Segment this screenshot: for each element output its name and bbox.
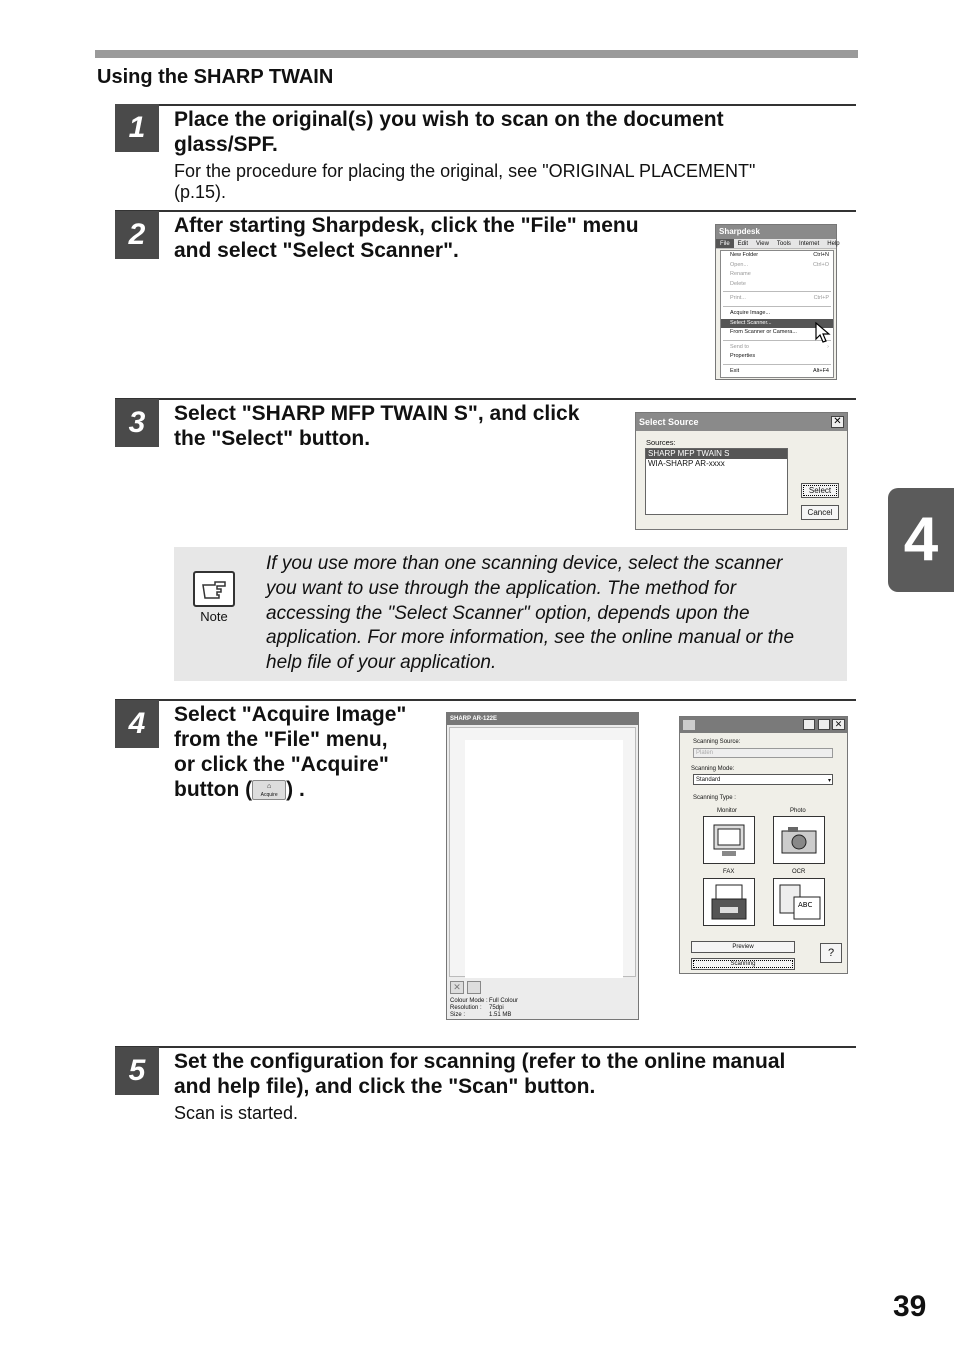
step-1-rule — [115, 104, 856, 106]
menu-separator — [723, 364, 831, 365]
minimize-icon[interactable] — [803, 719, 815, 730]
chevron-down-icon: ▾ — [827, 778, 831, 784]
step-1-heading: Place the original(s) you wish to scan on the document glass/SPF. — [174, 108, 724, 156]
close-icon[interactable]: ✕ — [831, 416, 844, 428]
ocr-scan-icon[interactable] — [773, 878, 825, 926]
select-source-dialog — [635, 412, 848, 530]
step-2-heading: After starting Sharpdesk, click the "File" menu and select "Select Scanner". — [174, 214, 639, 262]
scanning-mode-label: Scanning Mode: — [691, 766, 735, 772]
svg-text:ABC: ABC — [798, 901, 813, 909]
note-label: Note — [200, 609, 228, 624]
step-2-number: 2 — [115, 211, 159, 259]
twain-dialog — [679, 716, 848, 974]
file-menu-dropdown — [720, 250, 834, 378]
photo-scan-icon[interactable] — [773, 816, 825, 864]
step-5-number: 5 — [115, 1047, 159, 1095]
menu-item-from-scanner[interactable]: From Scanner or Camera... — [730, 329, 797, 336]
cancel-button[interactable]: Cancel — [801, 505, 839, 520]
preview-title: SHARP AR-122E — [447, 713, 638, 725]
type-monitor-label: Monitor — [717, 808, 738, 814]
scanning-source-label: Scanning Source: — [693, 739, 741, 745]
scanning-source-select[interactable]: Platen — [693, 748, 833, 758]
menu-tools[interactable]: Tools — [776, 241, 791, 247]
sharpdesk-menubar — [716, 239, 840, 249]
sources-list[interactable] — [645, 448, 788, 515]
maximize-icon[interactable] — [818, 719, 830, 730]
menu-separator — [723, 306, 831, 307]
step-3-rule — [115, 398, 856, 400]
type-photo-label: Photo — [790, 808, 806, 814]
step-4-rule — [115, 699, 856, 701]
menu-help[interactable]: Help — [827, 241, 840, 247]
type-ocr-label: OCR — [792, 869, 806, 875]
view-icon[interactable] — [467, 981, 481, 994]
step-1-body: For the procedure for placing the original, see "ORIGINAL PLACEMENT" (p.15). — [174, 161, 756, 202]
acquire-button-icon: ⌂ Acquire — [252, 780, 286, 800]
menu-view[interactable]: View — [756, 241, 769, 247]
menu-item-acquire-image[interactable]: Acquire Image... — [730, 309, 771, 316]
mouse-cursor-icon — [815, 322, 831, 344]
preview-button[interactable]: Preview — [691, 941, 795, 953]
zoom-icon[interactable]: ✕ — [450, 981, 464, 994]
sources-label: Sources: — [646, 438, 676, 447]
page-number: 39 — [893, 1290, 927, 1323]
fax-scan-icon[interactable] — [703, 878, 755, 926]
type-fax-label: FAX — [723, 869, 735, 875]
step-3-number: 3 — [115, 399, 159, 447]
step-1-number: 1 — [115, 104, 159, 152]
preview-area — [449, 727, 636, 977]
chapter-tab: 4 — [888, 488, 954, 592]
note-icon — [193, 571, 235, 607]
note-text: If you use more than one scanning device, select the scanner you want to use through the application. The method for accessing the "Select Scanner" option, depends upon the application. For more information, see the online manual or the help file of your application. — [266, 553, 795, 674]
preview-info-values: Full Colour 75dpi 1.51 MB — [489, 998, 519, 1018]
menu-item-exit[interactable]: Exit Alt+F4 — [730, 367, 829, 374]
section-title: Using the SHARP TWAIN — [97, 66, 334, 88]
help-button[interactable]: ? — [820, 943, 842, 963]
monitor-scan-icon[interactable] — [703, 816, 755, 864]
select-button[interactable]: Select — [801, 483, 839, 498]
preview-page — [465, 740, 623, 978]
scan-button[interactable]: Scanning — [691, 958, 795, 970]
sharpdesk-title: Sharpdesk — [716, 225, 836, 239]
menu-item-delete[interactable]: Delete — [730, 280, 746, 287]
step-3-heading: Select "SHARP MFP TWAIN S", and click the "Select" button. — [174, 402, 580, 450]
pointing-hand-icon — [195, 573, 233, 605]
select-source-title: Select Source — [636, 413, 847, 431]
menu-internet[interactable]: Internet — [798, 241, 820, 247]
menu-item-new-folder[interactable]: New Folder Ctrl+N — [730, 252, 829, 258]
menu-item-select-scanner[interactable]: Select Scanner... — [721, 319, 833, 329]
menu-item-properties[interactable]: Properties — [730, 353, 756, 360]
step-5-heading: Set the configuration for scanning (refer to the online manual and help file), and click the "Scan" button. — [174, 1050, 786, 1098]
step-5-rule — [115, 1046, 856, 1048]
step-5-body: Scan is started. — [174, 1103, 299, 1123]
scanning-type-label: Scanning Type : — [693, 795, 736, 801]
close-icon[interactable]: ✕ — [832, 719, 845, 730]
app-icon — [683, 720, 695, 730]
top-rule — [95, 50, 858, 58]
scanning-mode-select[interactable]: Standard ▾ — [693, 774, 833, 785]
menu-item-send-to[interactable]: Send to › — [730, 343, 829, 350]
source-item-selected[interactable]: SHARP MFP TWAIN S — [646, 449, 787, 459]
preview-window — [446, 712, 639, 1020]
preview-info-labels: Colour Mode : Resolution : Size : — [450, 998, 488, 1018]
sharpdesk-window — [715, 224, 840, 380]
menu-separator — [723, 291, 831, 292]
menu-file[interactable]: File — [716, 239, 734, 248]
step-4-number: 4 — [115, 700, 159, 748]
step-2-rule — [115, 210, 856, 212]
menu-item-rename[interactable]: Rename — [730, 271, 751, 278]
menu-item-print[interactable]: Print... Ctrl+P — [730, 295, 829, 302]
menu-edit[interactable]: Edit — [737, 241, 749, 247]
menu-item-open[interactable]: Open... Ctrl+O — [730, 261, 829, 268]
step-4-heading: Select "Acquire Image" from the "File" menu, or click the "Acquire" button ( ⌂ Acquire ) . — [174, 703, 407, 801]
source-item[interactable]: WIA-SHARP AR-xxxx — [648, 459, 725, 468]
